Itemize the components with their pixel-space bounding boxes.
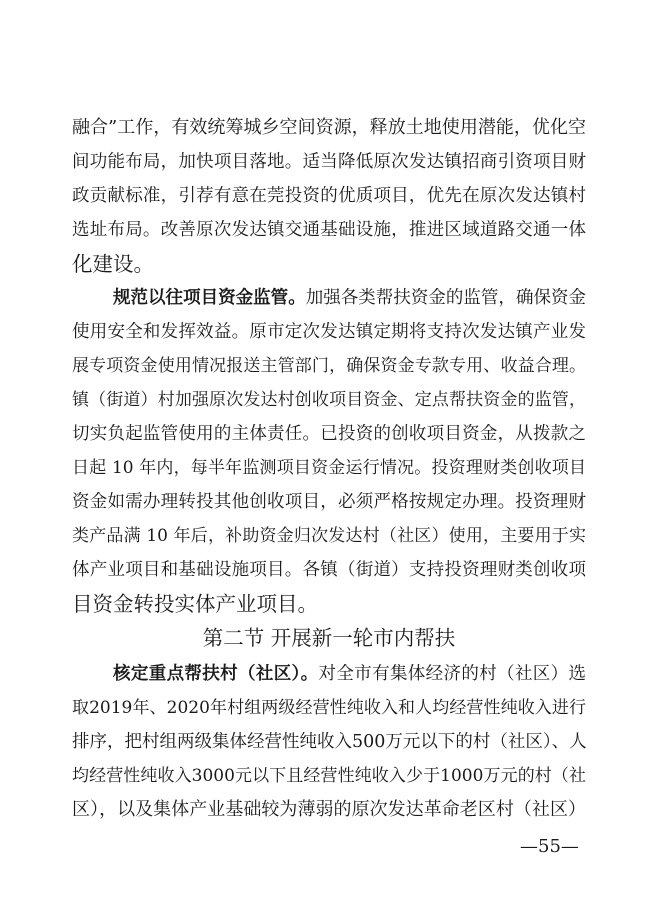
paragraph-lead-heading: 核定重点帮扶村（社区）。 bbox=[113, 664, 319, 684]
paragraph-line: 排序，把村组两级集体经营性纯收入500万元以下的村（社区）、人 bbox=[72, 732, 587, 752]
paragraph-line: 间功能布局，加快项目落地。适当降低原次发达镇招商引资项目财 bbox=[72, 152, 586, 172]
paragraph-line: 政贡献标准，引荐有意在莞投资的优质项目，优先在原次发达镇村 bbox=[72, 186, 586, 206]
section-heading: 第二节 开展新一轮市内帮扶 bbox=[202, 626, 456, 650]
paragraph-line: 均经营性纯收入3000元以下且经营性纯收入少于1000万元的村（社 bbox=[72, 766, 586, 786]
paragraph-line: 选址布局。改善原次发达镇交通基础设施，推进区域道路交通一体 bbox=[72, 220, 586, 240]
paragraph-line: 目资金转投实体产业项目。 bbox=[72, 592, 318, 616]
paragraph-text: 加强各类帮扶资金的监管，确保资金 bbox=[305, 288, 587, 308]
paragraph-line: 类产品满 10 年后，补助资金归次发达村（社区）使用，主要用于实 bbox=[72, 526, 586, 546]
paragraph-line: 切实负起监管使用的主体责任。已投资的创收项目资金，从拨款之 bbox=[72, 424, 586, 444]
paragraph-text: 对全市有集体经济的村（社区）选 bbox=[318, 664, 587, 684]
paragraph-line: 日起 10 年内，每半年监测项目资金运行情况。投资理财类创收项目 bbox=[72, 458, 586, 478]
paragraph-line: 资金如需办理转投其他创收项目，必须严格按规定办理。投资理财 bbox=[72, 492, 586, 512]
paragraph-first-line bbox=[113, 284, 586, 312]
paragraph-line: 化建设。 bbox=[72, 252, 154, 276]
paragraph-line: 取2019年、2020年村组两级经营性纯收入和人均经营性纯收入进行 bbox=[72, 698, 586, 718]
paragraph-line: 融合”工作，有效统筹城乡空间资源，释放土地使用潜能，优化空 bbox=[72, 117, 586, 138]
paragraph-line: 展专项资金使用情况报送主管部门，确保资金专款专用、收益合理。 bbox=[72, 356, 586, 376]
paragraph-first-line bbox=[113, 660, 586, 688]
page-number: —55— bbox=[520, 836, 579, 857]
paragraph-line: 体产业项目和基础设施项目。各镇（街道）支持投资理财类创收项 bbox=[72, 560, 586, 580]
paragraph-lead-heading: 规范以往项目资金监管。 bbox=[113, 288, 306, 308]
paragraph-line: 使用安全和发挥效益。原市定次发达镇定期将支持次发达镇产业发 bbox=[72, 322, 586, 342]
paragraph-line: 区），以及集体产业基础较为薄弱的原次发达革命老区村（社区） bbox=[72, 799, 586, 820]
paragraph-line: 镇（街道）村加强原次发达村创收项目资金、定点帮扶资金的监管， bbox=[72, 390, 586, 410]
